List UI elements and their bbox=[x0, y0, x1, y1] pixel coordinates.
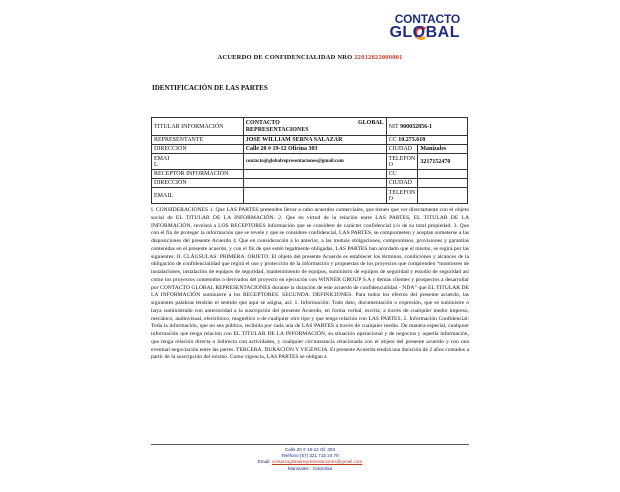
logo-line-2: GLOBAL bbox=[389, 24, 460, 41]
value-titular: CONTACTO GLOBAL REPRESENTACIONES bbox=[243, 118, 386, 136]
nit-cell bbox=[386, 118, 467, 136]
nit-value: 900032856-1 bbox=[400, 123, 433, 130]
contacto-global-logo bbox=[380, 10, 460, 40]
cc-value: 10.273.618 bbox=[398, 137, 426, 143]
label-direccion: DIRECCIÓN bbox=[152, 145, 244, 154]
receptor-label-email: EMAIL bbox=[152, 188, 244, 204]
value-representante: JOSE WILLIAM SERNA SALAZAR bbox=[243, 136, 386, 145]
value-direccion: Calle 20 # 19-12 Oficina 303 bbox=[243, 145, 386, 154]
agreement-body bbox=[151, 207, 469, 362]
cc-cell bbox=[386, 136, 467, 145]
logo-line-1: CONTACTO bbox=[394, 12, 460, 26]
receptor-value-direccion bbox=[243, 179, 386, 188]
receptor-label-direccion: DIRECCIÓN bbox=[152, 179, 244, 188]
label-ciudad: CIUDAD bbox=[386, 145, 418, 154]
label-titular: TITULAR INFORMACIÓN bbox=[152, 118, 244, 136]
label-telefono: TELEFON O bbox=[386, 154, 418, 170]
label-representante: REPRESENTANTE bbox=[152, 136, 244, 145]
page-footer bbox=[0, 447, 620, 472]
label-receptor: RECEPTOR INFORMACIÓN bbox=[152, 170, 244, 179]
receptor-cc-value bbox=[418, 170, 468, 179]
footer-address: Calle 20 # 19-12 Of. 303 bbox=[284, 447, 336, 452]
agreement-clauses: I. CONSIDERACIONES 1. Que LAS PARTES pretenden llevar a cabo acuerdos comerciales, que tienen que ver directamente con el objeto social de EL TITULAR DE LA INFORMACIÓN. 2. Que en virtud de la relación entre LAS PARTES, EL TITULAR DE LA INFORMACIÓN, revelará a LOS RECEPTORES información que se considere de carácter confidencial y/o de su total propiedad. 3. Que con el fin de proteger la información que se revele y que se considere confidencial, LAS PARTES, se comprometen y aceptan someterse a las disposiciones del presente Acuerdo 4. Que en consideración a lo anterior, a las mutuas obligaciones, compromisos, provisiones y garantías contenidas en el presente acuerdo, y con el fin de que estén legalmente obligadas, LAS PARTES han acordado que el mismo, se regirá por las siguientes: II. CLÁUSULAS: PRIMERA. OBJETO: El objeto del presente Acuerdo es establecer los términos, condiciones y alcances de la obligación de confidencialidad que regirá el uso y protección de la información y propuestas de los proyectos que comprenden “montosres de instalaciones, instalación de equipos de seguridad, mantenimiento de equipos, suministro de equipos de seguridad y estudio de seguridad así como los proyectos contenidos o derivados del proyecto en ejecución con WINNER GROUP S.A y demás clientes y prospectos a desarrollar por CONTACTO GLOBAL REPRESENTACIONES durante la duración de este acuerdo de confidencialidad - NDA” que EL TITULAR DE LA INFORMACIÓN suministre a los RECEPTORES. SEGUNDA. DEFINICIONES. Para todos los efectos del presente acuerdo, las siguientes palabras tendrán el sentido que aquí se asigna, así: 1. Información: Todo dato, documentación o expresión, que se suministre o haya suministrado con anterioridad a la suscripción del presente Acuerdo, en forma verbal, escrita, a través de cualquier medio impreso, mecánico, audiovisual, electrónico, magnético o de cualquier otro tipo y que tenga relación con LAS PARTES. 2. Información Confidencial: Toda la información, que no sea pública, recibida por cada una de LAS PARTES a través de cualquier medio. De manera especial, cualquier información que tenga relación con EL TITULAR DE LA INFORMACIÓN, su situación operacional y de negocios y aquella información, que tenga relación directa o indirecta con actividades, y cualquier circunstancia relacionada con el objeto del presente acuerdo y con una eventual negociación entre las partes. TERCERA. DURACIÓN Y VIGENCIA. El presente Acuerdo tendrá una duración de 2 años contados a partir de la suscripción del mismo. Como vigencia, LAS PARTES se obligan a bbox=[151, 207, 469, 361]
receptor-label-ciudad: CIUDAD bbox=[386, 179, 418, 188]
section-title: IDENTIFICACIÓN DE LAS PARTES bbox=[152, 84, 268, 92]
receptor-value-telefono bbox=[418, 188, 468, 204]
footer-city: Manizales - Colombia bbox=[287, 465, 333, 471]
title-number: 22012022000001 bbox=[354, 54, 403, 61]
footer-email-link[interactable]: contactoglobalrepresentaciones@gmail.com bbox=[271, 459, 363, 465]
receptor-label-telefono: TELEFON O bbox=[386, 188, 418, 204]
parties-table bbox=[151, 117, 468, 204]
value-receptor bbox=[243, 170, 386, 179]
footer-email-label: Email: bbox=[257, 459, 271, 465]
receptor-value-ciudad bbox=[418, 179, 468, 188]
footer-divider bbox=[151, 444, 469, 445]
value-ciudad: Manizales bbox=[418, 145, 468, 154]
title-prefix: ACUERDO DE CONFIDENCIALIDAD NRO bbox=[217, 54, 353, 61]
document-title bbox=[0, 54, 620, 61]
nit-label: NIT bbox=[388, 123, 399, 130]
label-email: EMAI L bbox=[152, 154, 244, 170]
receptor-cc-label: CC bbox=[386, 170, 418, 179]
cc-label: CC bbox=[388, 137, 397, 143]
footer-phone: Teléfono (57) 321 715 24 70 bbox=[281, 453, 339, 459]
value-email: contacto@globalrepresentaciones@gmail.com bbox=[243, 154, 386, 170]
value-telefono: 3217152470 bbox=[418, 154, 468, 170]
receptor-value-email bbox=[243, 188, 386, 204]
